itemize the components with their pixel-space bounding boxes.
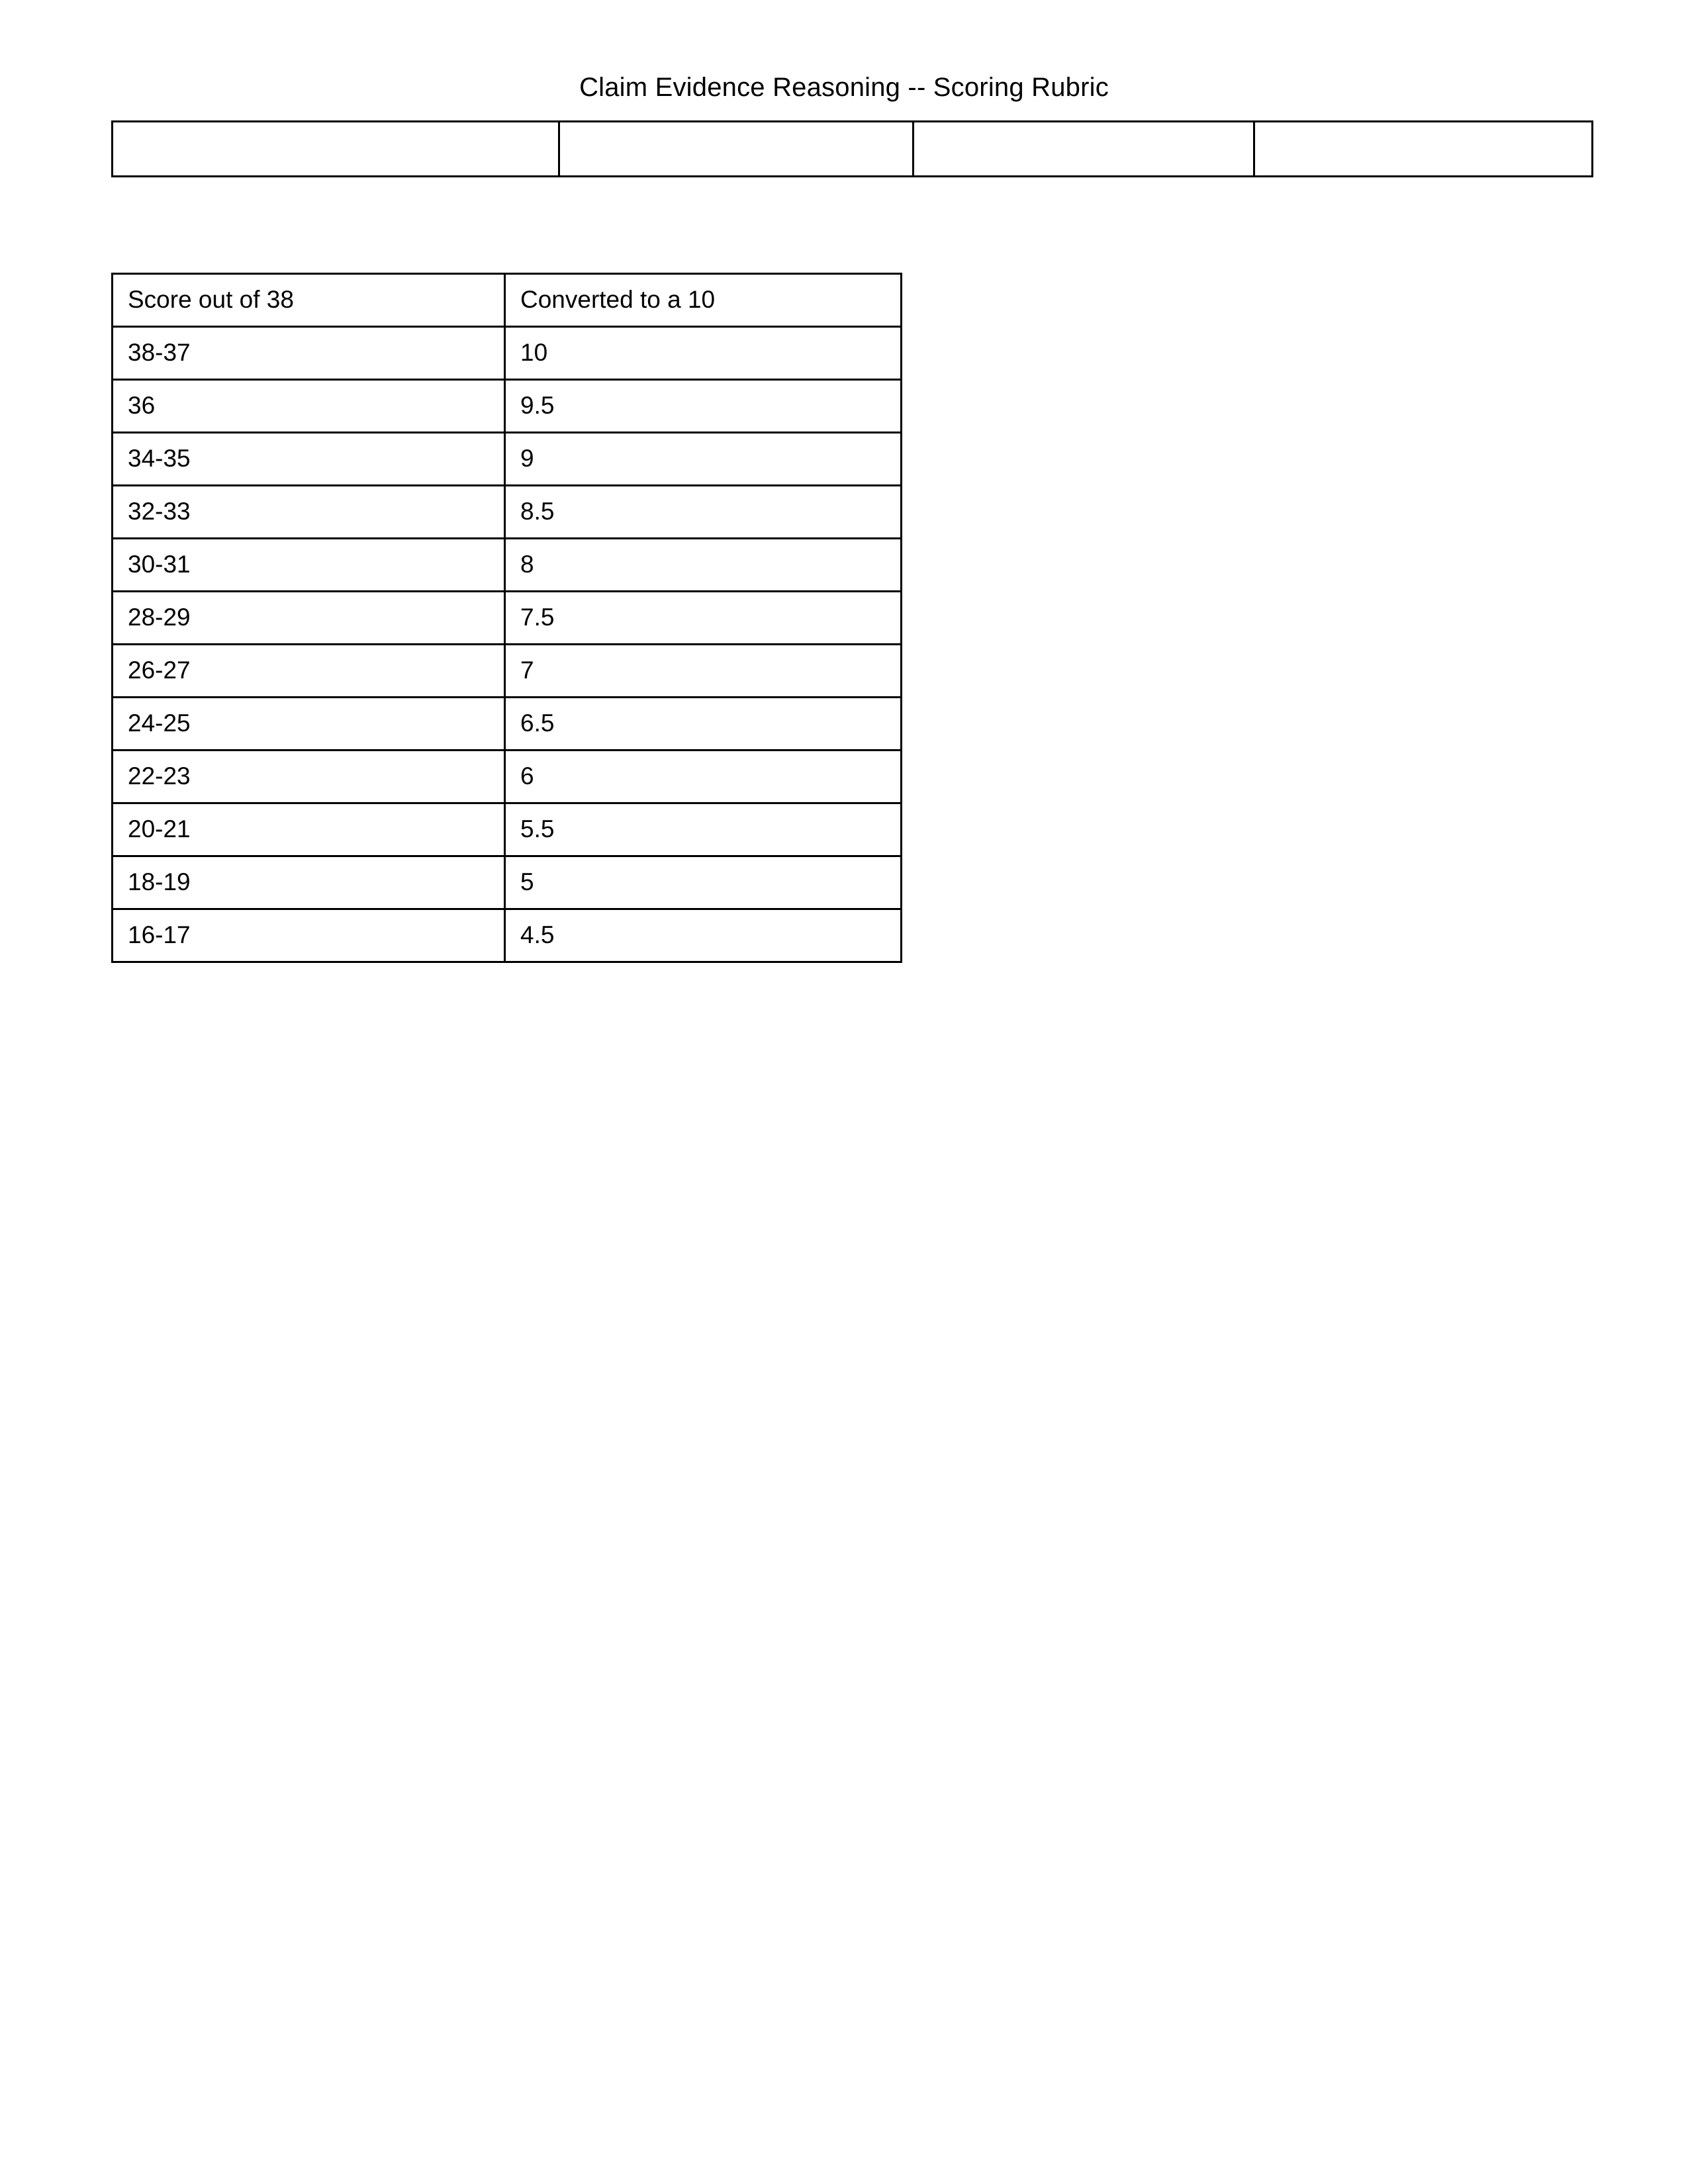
cell-converted: 10 bbox=[505, 327, 902, 380]
cell-score: 28-29 bbox=[113, 592, 505, 645]
rubric-header-cell-3 bbox=[914, 122, 1254, 177]
table-row bbox=[113, 856, 902, 909]
table-row bbox=[113, 698, 902, 751]
rubric-header-cell-2 bbox=[559, 122, 914, 177]
cell-score: 20-21 bbox=[113, 803, 505, 856]
cell-score: 24-25 bbox=[113, 698, 505, 751]
table-row bbox=[113, 539, 902, 592]
table-row bbox=[113, 327, 902, 380]
table-row bbox=[113, 645, 902, 698]
rubric-header-table bbox=[111, 120, 1593, 177]
column-header-converted: Converted to a 10 bbox=[505, 274, 902, 327]
score-conversion-table bbox=[111, 273, 902, 963]
cell-converted: 9.5 bbox=[505, 380, 902, 433]
rubric-header-cell-4 bbox=[1254, 122, 1593, 177]
cell-converted: 4.5 bbox=[505, 909, 902, 962]
table-row bbox=[113, 909, 902, 962]
page-title: Claim Evidence Reasoning -- Scoring Rubric bbox=[579, 73, 1109, 102]
table-row bbox=[113, 122, 1593, 177]
cell-score: 38-37 bbox=[113, 327, 505, 380]
cell-score: 34-35 bbox=[113, 433, 505, 486]
column-header-score: Score out of 38 bbox=[113, 274, 505, 327]
cell-converted: 6.5 bbox=[505, 698, 902, 751]
cell-converted: 9 bbox=[505, 433, 902, 486]
table-row bbox=[113, 380, 902, 433]
table-header-row bbox=[113, 274, 902, 327]
table-row bbox=[113, 433, 902, 486]
cell-converted: 6 bbox=[505, 751, 902, 803]
cell-score: 32-33 bbox=[113, 486, 505, 539]
cell-score: 36 bbox=[113, 380, 505, 433]
rubric-header-cell-1 bbox=[113, 122, 559, 177]
cell-converted: 5 bbox=[505, 856, 902, 909]
cell-score: 26-27 bbox=[113, 645, 505, 698]
cell-score: 22-23 bbox=[113, 751, 505, 803]
cell-score: 16-17 bbox=[113, 909, 505, 962]
table-row bbox=[113, 751, 902, 803]
cell-converted: 8 bbox=[505, 539, 902, 592]
cell-converted: 7 bbox=[505, 645, 902, 698]
cell-converted: 5.5 bbox=[505, 803, 902, 856]
cell-score: 18-19 bbox=[113, 856, 505, 909]
table-row bbox=[113, 486, 902, 539]
cell-converted: 7.5 bbox=[505, 592, 902, 645]
cell-converted: 8.5 bbox=[505, 486, 902, 539]
table-row bbox=[113, 803, 902, 856]
table-row bbox=[113, 592, 902, 645]
cell-score: 30-31 bbox=[113, 539, 505, 592]
